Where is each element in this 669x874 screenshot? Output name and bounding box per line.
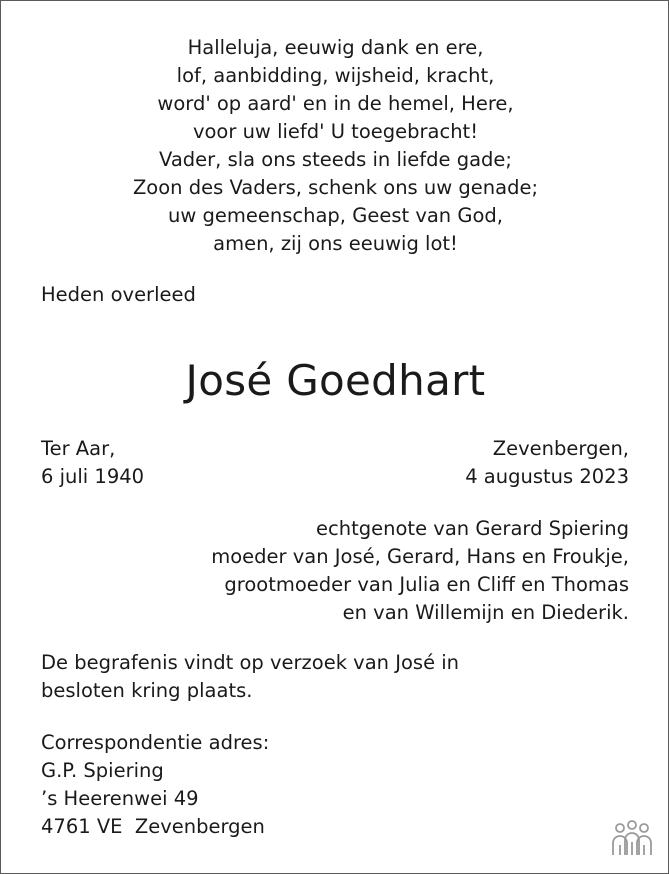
poem-line: amen, zij ons eeuwig lot! bbox=[213, 232, 458, 255]
poem-line: uw gemeenschap, Geest van God, bbox=[168, 204, 503, 227]
poem-line: word' op aard' en in de hemel, Here, bbox=[157, 92, 514, 115]
relation-line: moeder van José, Gerard, Hans en Froukje, bbox=[211, 545, 629, 568]
intro-text: Heden overleed bbox=[41, 283, 196, 306]
relation-line: echtgenote van Gerard Spiering bbox=[316, 517, 629, 540]
deceased-name: José Goedhart bbox=[185, 356, 486, 405]
relation-line: grootmoeder van Julia en Cliff en Thomas bbox=[224, 573, 629, 596]
address-name: G.P. Spiering bbox=[41, 759, 164, 782]
relation-line: en van Willemijn en Diederik. bbox=[342, 601, 629, 624]
death-info bbox=[465, 435, 629, 491]
poem bbox=[1, 34, 669, 258]
poem-line: voor uw liefd' U toegebracht! bbox=[192, 120, 479, 143]
birth-place: Ter Aar, bbox=[41, 437, 116, 460]
address-heading: Correspondentie adres: bbox=[41, 731, 270, 754]
poem-line: Zoon des Vaders, schenk ons uw genade; bbox=[132, 176, 539, 199]
birth-date: 6 juli 1940 bbox=[41, 465, 145, 488]
address-street: ’s Heerenwei 49 bbox=[41, 787, 199, 810]
funeral-line: besloten kring plaats. bbox=[41, 679, 253, 702]
poem-line: lof, aanbidding, wijsheid, kracht, bbox=[176, 64, 495, 87]
address-city: 4761 VE Zevenbergen bbox=[41, 815, 265, 838]
death-date: 4 augustus 2023 bbox=[465, 465, 629, 488]
relations bbox=[211, 515, 629, 627]
funeral-line: De begrafenis vindt op verzoek van José in bbox=[41, 651, 460, 674]
poem-line: Vader, sla ons steeds in liefde gade; bbox=[159, 148, 512, 171]
death-place: Zevenbergen, bbox=[492, 437, 629, 460]
birth-info bbox=[41, 435, 144, 491]
correspondence-address bbox=[41, 729, 269, 841]
funeral-notice bbox=[41, 649, 459, 705]
people-group-icon bbox=[608, 819, 656, 859]
poem-line: Halleluja, eeuwig dank en ere, bbox=[187, 36, 484, 59]
